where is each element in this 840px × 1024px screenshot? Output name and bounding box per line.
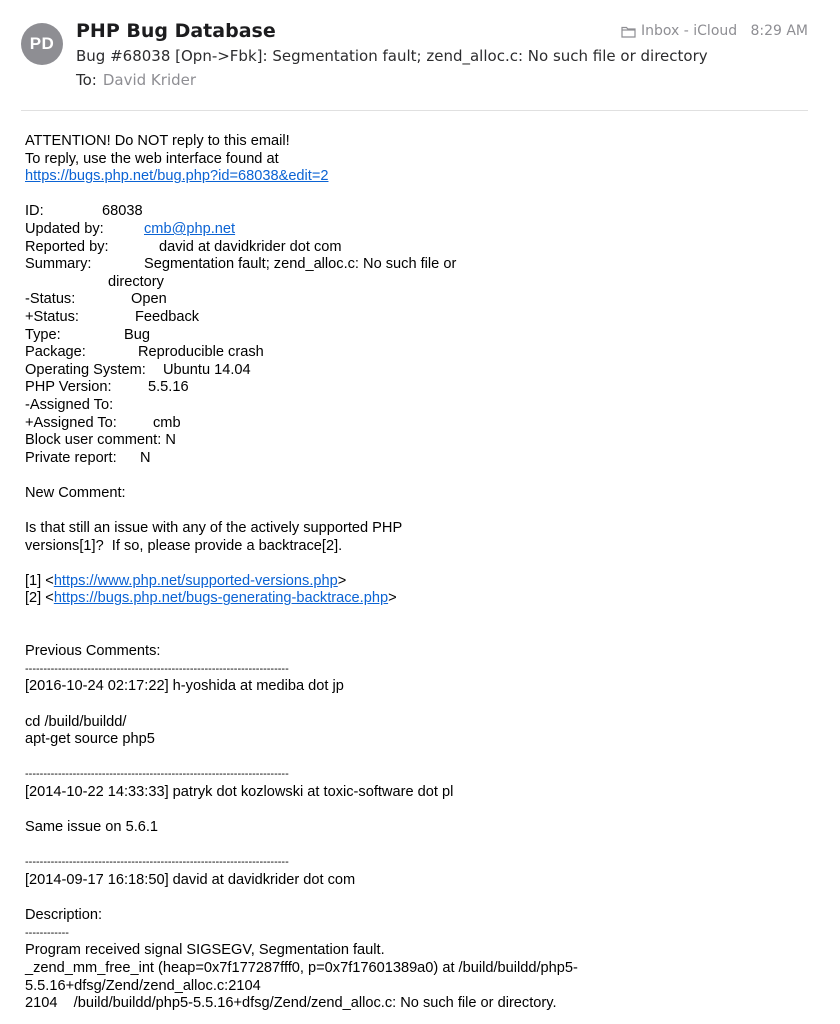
description-line: Program received signal SIGSEGV, Segmentation fault. <box>25 942 385 959</box>
field-new-status <box>25 309 815 327</box>
field-label: -Assigned To: <box>25 396 114 413</box>
message-body <box>25 133 815 1013</box>
sender-avatar: PD <box>21 23 63 65</box>
new-comment-text: Is that still an issue with any of the actively supported PHP <box>25 520 403 537</box>
field-label: Private report: <box>25 449 117 466</box>
field-old-status <box>25 291 815 309</box>
sender-name[interactable]: PHP Bug Database <box>76 20 276 42</box>
field-label: -Status: <box>25 291 76 308</box>
field-value: david at davidkrider dot com <box>159 238 342 255</box>
field-private <box>25 450 815 468</box>
description-line: 5.5.16+dfsg/Zend/zend_alloc.c:2104 <box>25 977 261 994</box>
separator-line: ------------------------------------------------------------------------ <box>25 856 289 869</box>
comment-line: cd /build/buildd/ <box>25 713 127 730</box>
field-label: PHP Version: <box>25 379 112 396</box>
field-value: Ubuntu 14.04 <box>163 361 251 378</box>
field-value: Bug <box>124 326 150 343</box>
field-new-assigned <box>25 415 815 433</box>
edit-link[interactable]: https://bugs.php.net/bug.php?id=68038&edit=2 <box>25 168 329 185</box>
new-comment-label: New Comment: <box>25 484 126 501</box>
recipient-name[interactable]: David Krider <box>102 71 197 89</box>
description-line: 2104 /build/buildd/php5-5.5.16+dfsg/Zend/zend_alloc.c: No such file or directory. <box>25 995 557 1012</box>
separator-line: ------------------------------------------------------------------------ <box>25 768 289 781</box>
comment-line: Same issue on 5.6.1 <box>25 819 159 836</box>
field-value: 68038 <box>102 203 143 220</box>
mailbox-label: Inbox - iCloud <box>641 23 738 39</box>
field-updated <box>25 221 815 239</box>
received-time: 8:29 AM <box>750 23 808 39</box>
reference-1 <box>25 573 815 591</box>
field-label: Reported by: <box>25 238 109 255</box>
field-value: Segmentation fault; zend_alloc.c: No such file or <box>144 256 457 273</box>
field-value: directory <box>108 273 164 290</box>
comment-header: [2014-10-22 14:33:33] patryk dot kozlowski at toxic-software dot pl <box>25 783 454 800</box>
message-header <box>0 0 840 112</box>
ref-suffix: > <box>388 590 397 607</box>
field-os <box>25 362 815 380</box>
field-label: Package: <box>25 344 86 361</box>
mailbox-indicator[interactable] <box>621 23 737 39</box>
separator-line: ------------------------------------------------------------------------ <box>25 662 289 675</box>
reply-info-line: To reply, use the web interface found at <box>25 150 279 167</box>
description-line: _zend_mm_free_int (heap=0x7f177287fff0, p=0x7f17601389a0) at /build/buildd/php5- <box>25 959 578 976</box>
field-old-assigned <box>25 397 815 415</box>
field-value: 5.5.16 <box>148 379 189 396</box>
field-value: Feedback <box>135 308 200 325</box>
new-comment-text: versions[1]? If so, please provide a backtrace[2]. <box>25 537 343 554</box>
description-label: Description: <box>25 907 103 924</box>
field-label: Type: <box>25 326 61 343</box>
field-value: Open <box>131 291 167 308</box>
field-id <box>25 203 815 221</box>
field-php-version <box>25 379 815 397</box>
supported-versions-link[interactable]: https://www.php.net/supported-versions.php <box>53 572 338 589</box>
field-label: Operating System: <box>25 361 146 378</box>
short-separator: ------------ <box>25 926 69 939</box>
field-label: Updated by: <box>25 220 104 237</box>
field-value: N <box>165 432 176 449</box>
field-type <box>25 327 815 345</box>
folder-icon <box>621 25 636 38</box>
field-label: ID: <box>25 203 44 220</box>
ref-prefix: [1] < <box>25 572 54 589</box>
field-summary-cont <box>25 274 815 292</box>
field-label: Summary: <box>25 256 92 273</box>
ref-suffix: > <box>337 572 347 589</box>
reference-2 <box>25 590 815 608</box>
message-subject: Bug #68038 [Opn->Fbk]: Segmentation fault; zend_alloc.c: No such file or directory <box>76 47 708 65</box>
field-summary <box>25 256 815 274</box>
field-value: cmb <box>153 414 181 431</box>
field-label: Block user comment: <box>25 432 162 449</box>
to-label: To: <box>76 71 97 89</box>
comment-header: [2016-10-24 02:17:22] h-yoshida at mediba dot jp <box>25 678 344 695</box>
header-divider <box>21 110 808 111</box>
field-label: +Status: <box>25 308 79 325</box>
field-value: Reproducible crash <box>138 344 264 361</box>
recipient-line <box>76 71 196 89</box>
comment-header: [2014-09-17 16:18:50] david at davidkrider dot com <box>25 871 356 888</box>
ref-prefix: [2] < <box>25 590 54 607</box>
field-package <box>25 344 815 362</box>
updated-by-link[interactable]: cmb@php.net <box>144 220 236 237</box>
field-reported <box>25 239 815 257</box>
comment-line: apt-get source php5 <box>25 731 155 748</box>
field-block <box>25 432 815 450</box>
field-label: +Assigned To: <box>25 414 117 431</box>
previous-comments-label: Previous Comments: <box>25 643 161 660</box>
field-value: N <box>140 449 151 466</box>
attention-line: ATTENTION! Do NOT reply to this email! <box>25 133 290 149</box>
backtrace-link[interactable]: https://bugs.php.net/bugs-generating-backtrace.php <box>53 590 389 607</box>
